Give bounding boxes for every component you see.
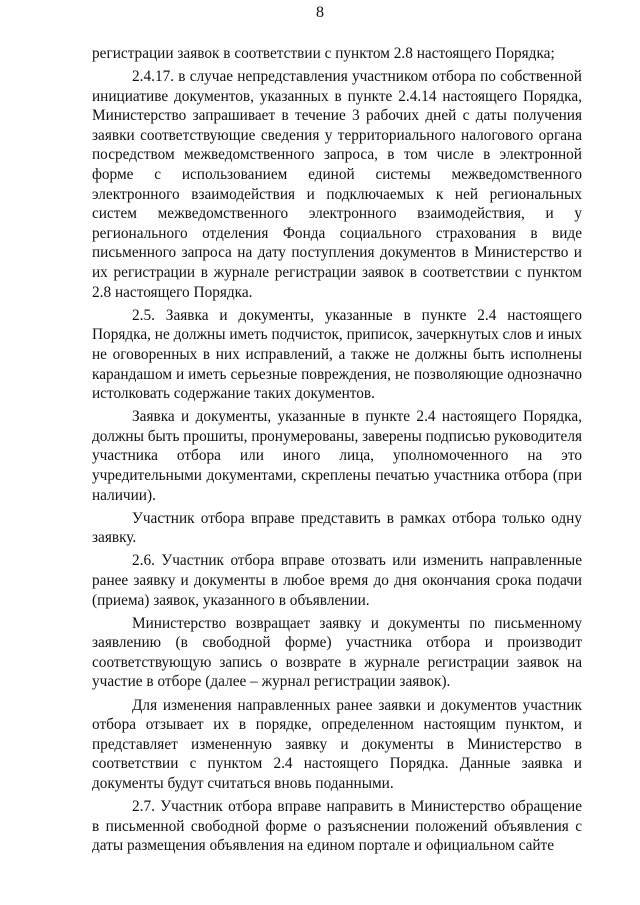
paragraph-2-4-17: 2.4.17. в случае непредставления участником отбора по собственной инициативе документов, указанных в пункте 2.4.14 настоящего Порядка, Министерство запрашивает в течение 3 рабочих дней с даты получения заявки соответствующие сведения у территориального налогового органа посредством межведомственного запроса, в том числе в электронной форме с использованием единой системы межведомственного электронного взаимодействия и подключаемых к ней региональных систем межведомственного электронного взаимодействия, и у регионального отделения Фонда социального страхования в виде письменного запроса на дату поступления документов в Министерство и их регистрации в журнале регистрации заявок в соответствии с пунктом 2.8 настоящего Порядка.	[92, 68, 582, 301]
page-number: 8	[316, 4, 324, 21]
paragraph-2-6: 2.6. Участник отбора вправе отозвать или изменить направленные ранее заявку и документы в любое время до дня окончания срока подачи (приема) заявок, указанного в объявлении.	[92, 552, 582, 609]
paragraph-continuation: регистрации заявок в соответствии с пунктом 2.8 настоящего Порядка;	[92, 45, 555, 62]
paragraph-2-7: 2.7. Участник отбора вправе направить в Министерство обращение в письменной свободной форме о разъяснении положений объявления с даты размещения объявления на едином портале и официальном сайте	[92, 797, 582, 855]
paragraph-2-5-single-application: Участник отбора вправе представить в рамках отбора только одну заявку.	[92, 509, 582, 547]
paragraph-2-5-signing: Заявка и документы, указанные в пункте 2.4 настоящего Порядка, должны быть прошиты, пронумерованы, заверены подписью руководителя участника отбора или иного лица, уполномоченного на это учредительными документами, скреплены печатью участника отбора (при наличии).	[92, 408, 583, 504]
paragraph-2-6-change: Для изменения направленных ранее заявки и документов участник отбора отзывает их в порядке, определенном настоящим пунктом, и представляет измененную заявку и документы в Министерство в соответствии с пунктом 2.4 настоящего Порядка. Данные заявка и документы будут считаться вновь поданными.	[92, 696, 582, 792]
document-body	[92, 44, 582, 859]
paragraph-2-6-return: Министерство возвращает заявку и документы по письменному заявлению (в свободной форме) участника отбора и производит соответствующую запись о возврате в журнале регистрации заявок на участие в отборе (далее – журнал регистрации заявок).	[92, 614, 582, 691]
paragraph-2-5: 2.5. Заявка и документы, указанные в пункте 2.4 настоящего Порядка, не должны иметь подчисток, приписок, зачеркнутых слов и иных не оговоренных в них исправлений, а также не должны быть исполнены карандашом и иметь серьезные повреждения, не позволяющие однозначно истолковать содержание таких документов.	[92, 306, 582, 403]
